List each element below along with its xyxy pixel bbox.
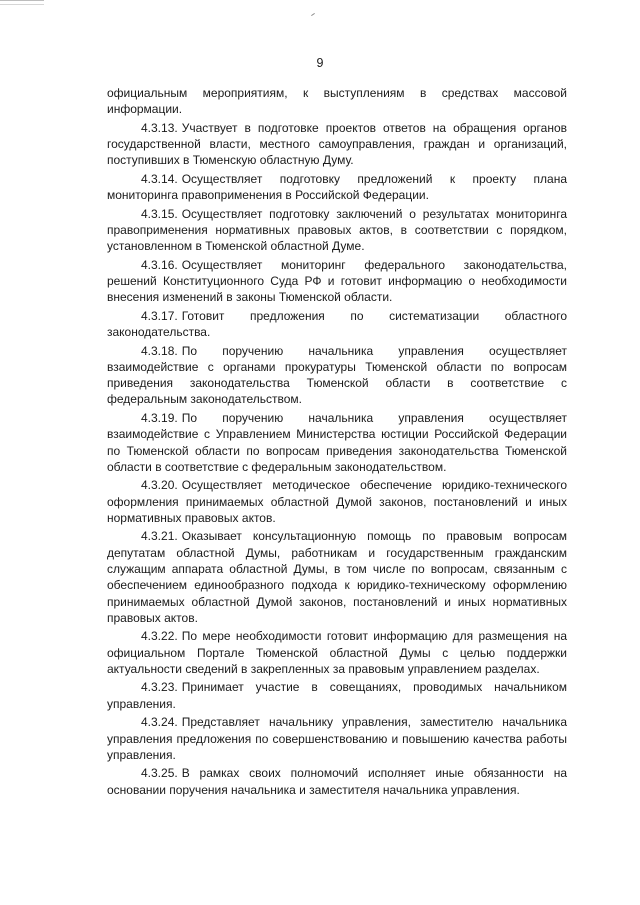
paragraph-4-3-21	[107, 528, 567, 626]
paragraph-text: Оказывает консультационную помощь по правовым вопросам депутатам областной Думы, работникам и государственным гражданским служащим аппарата областной Думы, в том числе по вопросам, связанным с обеспечением единообразного подхода к юридико-техническому оформлению принимаемых областной Думой законов, постановлений и иных нормативных правовых актов.	[107, 529, 567, 625]
paragraph-text: В рамках своих полномочий исполняет иные обязанности на основании поручения начальника и заместителя начальника управления.	[107, 766, 567, 797]
scan-speck	[311, 13, 315, 16]
paragraph-number: 4.3.25.	[141, 766, 178, 781]
paragraph-4-3-14	[107, 171, 567, 204]
paragraph-text: По поручению начальника управления осуществляет взаимодействие с органами прокуратуры Тюменской области по вопросам приведения законодательства Тюменской области в соответствие с федеральным законодательством.	[107, 343, 567, 407]
paragraph-text: Осуществляет методическое обеспечение юридико-технического оформления принимаемых областной Думой законов, постановлений и иных нормативных правовых актов.	[107, 478, 567, 525]
paragraph-number: 4.3.24.	[141, 715, 178, 730]
paragraph-text: Осуществляет мониторинг федерального законодательства, решений Конституционного Суда РФ и готовит информацию о необходимости внесения изменений в законы Тюменской области.	[107, 257, 567, 305]
paragraph-4-3-17	[107, 308, 567, 341]
paragraph-4-3-13	[107, 120, 567, 169]
paragraph-text: По мере необходимости готовит информацию для размещения на официальном Портале Тюменской областной Думы с целью поддержки актуальности сведений в закрепленных за правовым управлением разделах.	[107, 629, 567, 676]
paragraph-number: 4.3.17.	[141, 308, 178, 323]
paragraph-4-3-20	[107, 477, 567, 526]
paragraph-text: Принимает участие в совещаниях, проводимых начальником управления.	[107, 680, 567, 711]
paragraph-text: официальным мероприятиям, к выступлениям в средствах массовой информации.	[107, 86, 567, 117]
paragraph-text: Осуществляет подготовку заключений о результатах мониторинга правоприменения нормативных правовых актов, в соответствии с порядком, установленном в Тюменской областной Думе.	[107, 206, 567, 254]
paragraph-number: 4.3.18.	[141, 343, 178, 358]
page-number: 9	[316, 56, 324, 70]
paragraph-number: 4.3.19.	[141, 410, 178, 425]
paragraph-number: 4.3.20.	[141, 478, 178, 493]
paragraph-4-3-23	[107, 679, 567, 712]
paragraph-4-3-18	[107, 343, 567, 408]
paragraph-text: По поручению начальника управления осуществляет взаимодействие с Управлением Министерства юстиции Российской Федерации по Тюменской области по вопросам приведения законодательства Тюменской области в соответствие с федеральным законодательством.	[107, 410, 567, 474]
paragraph-number: 4.3.15.	[141, 206, 178, 221]
paragraph-4-3-25	[107, 765, 567, 798]
paragraph-4-3-16	[107, 257, 567, 306]
paragraph-number: 4.3.22.	[141, 629, 178, 644]
paragraph-number: 4.3.16.	[141, 257, 178, 272]
paragraph-text: Представляет начальнику управления, заместителю начальника управления предложения по совершенствованию и повышению качества работы управления.	[107, 715, 567, 762]
document-body	[107, 85, 567, 800]
paragraph-number: 4.3.21.	[141, 529, 178, 544]
paragraph-text: Готовит предложения по систематизации областного законодательства.	[107, 308, 567, 340]
paragraph-number: 4.3.14.	[141, 171, 178, 186]
paragraph-number: 4.3.13.	[141, 120, 178, 135]
paragraph-text: Участвует в подготовке проектов ответов на обращения органов государственной власти, местного самоуправления, граждан и организаций, поступивших в Тюменскую областную Думу.	[107, 120, 567, 168]
paragraph-4-3-22	[107, 628, 567, 677]
paragraph-4-3-24	[107, 714, 567, 763]
paragraph-4-3-15	[107, 206, 567, 255]
paragraph-continuation	[107, 85, 567, 118]
paragraph-number: 4.3.23.	[141, 680, 178, 695]
paragraph-4-3-19	[107, 410, 567, 475]
scan-edge-mark	[0, 0, 44, 5]
paragraph-text: Осуществляет подготовку предложений к проекту плана мониторинга правоприменения в Российской Федерации.	[107, 171, 567, 203]
